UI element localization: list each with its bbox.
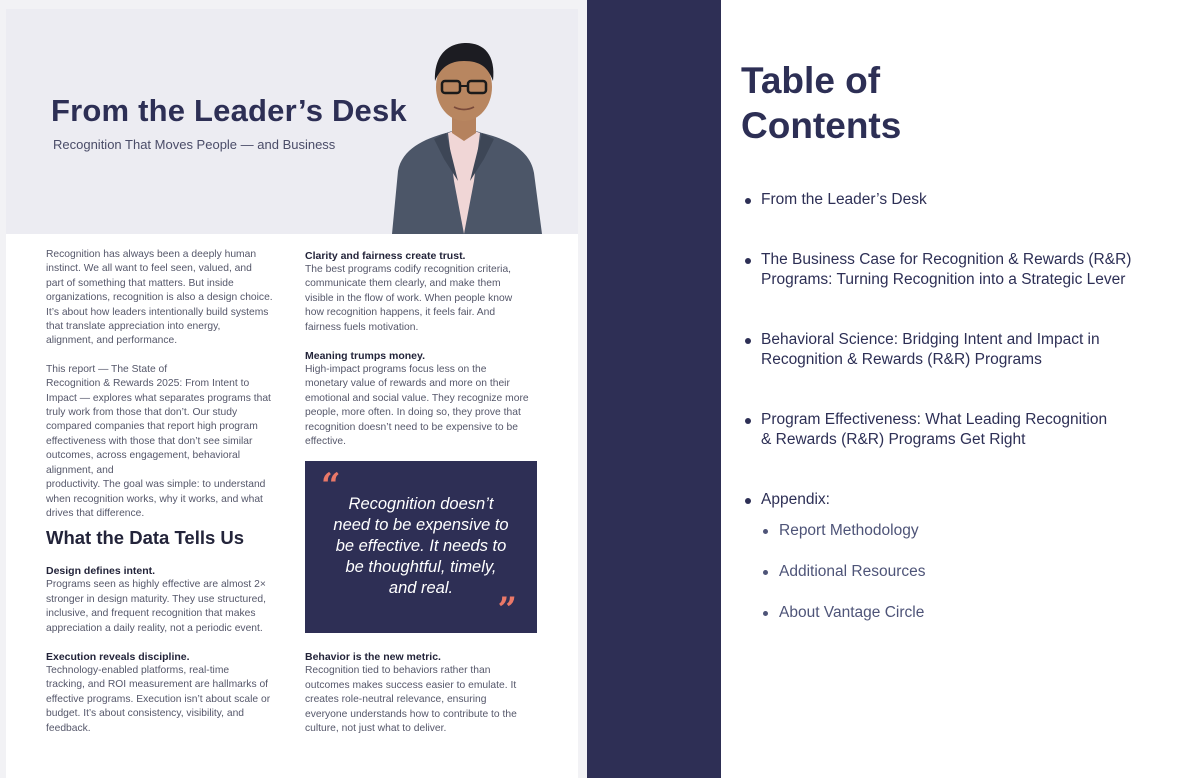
intro-line: truly work from those that don’t. Our study <box>46 407 238 419</box>
toc-item-label: The Business Case for Recognition & Rewards (R&R) <box>761 251 1132 268</box>
divider-band <box>587 0 721 778</box>
finding-behavior <box>305 650 537 736</box>
intro-line: drives that difference. <box>46 507 145 519</box>
bullet-icon <box>763 611 768 616</box>
finding-line: Recognition tied to behaviors rather than <box>305 665 491 677</box>
toc-item-behavioral-science[interactable] <box>743 330 1131 370</box>
toc-title-line-bold: Contents <box>741 105 902 146</box>
intro-line: This report — The State of <box>46 363 168 375</box>
finding-line: tracking, and ROI measurement are hallmarks of <box>46 679 269 691</box>
bullet-icon <box>745 418 751 424</box>
toc-item-label: Appendix: <box>761 491 830 508</box>
intro-line: that translate appreciation into energy, <box>46 321 221 333</box>
intro-paragraph-2 <box>46 363 282 521</box>
finding-line: effective programs. Execution isn’t about scale or <box>46 693 271 705</box>
finding-execution <box>46 650 282 736</box>
intro-line: part of something that matters. But inside <box>46 277 234 289</box>
toc-item-label: Recognition & Rewards (R&R) Programs <box>761 351 1042 368</box>
toc-item-program-effectiveness[interactable] <box>743 410 1131 450</box>
finding-line: Technology-enabled platforms, real-time <box>46 664 230 676</box>
leader-column-left <box>46 248 282 748</box>
toc-subitem-resources[interactable] <box>761 562 1131 582</box>
toc-item-label: Programs: Turning Recognition into a Strategic Lever <box>761 271 1126 288</box>
intro-line: Recognition has always been a deeply human <box>46 249 257 260</box>
toc-page <box>721 0 1200 778</box>
finding-heading: Execution reveals discipline. <box>46 650 190 663</box>
toc-item-label: & Rewards (R&R) Programs Get Right <box>761 431 1026 448</box>
toc-item-leaders-desk[interactable] <box>743 190 1131 210</box>
pull-quote-box <box>305 461 537 633</box>
intro-line: instinct. We all want to feel seen, valued, and <box>46 263 252 275</box>
finding-line: emotional and social value. They recognize more <box>305 392 529 404</box>
quote-line: and real. <box>388 579 454 598</box>
toc-item-label: From the Leader’s Desk <box>761 191 927 208</box>
finding-line: creates role-neutral relevance, ensuring <box>305 694 487 706</box>
leader-hero <box>6 9 578 234</box>
toc-sublist <box>761 521 1131 623</box>
toc-subitem-label: About Vantage Circle <box>779 604 925 621</box>
leader-page <box>6 9 578 778</box>
finding-heading: Clarity and fairness create trust. <box>305 250 466 262</box>
page-subtitle: Recognition That Moves People — and Business <box>53 137 336 152</box>
finding-line: The best programs codify recognition criteria, <box>305 264 512 275</box>
finding-line: appreciation a daily reality, not a periodic event. <box>46 622 263 634</box>
toc-subitem-label: Additional Resources <box>779 563 926 580</box>
finding-heading: Design defines intent. <box>46 565 156 578</box>
bullet-icon <box>745 258 751 264</box>
finding-line: everyone understands how to contribute to the <box>305 708 517 720</box>
finding-line: High-impact programs focus less on the <box>305 364 487 376</box>
finding-line: recognition doesn’t need to be expensive to be <box>305 421 518 433</box>
finding-line: Programs seen as highly effective are almost 2× <box>46 579 266 591</box>
finding-line: how recognition happens, it feels fair. And <box>305 307 496 319</box>
leader-portrait-photo <box>384 31 544 234</box>
finding-meaning <box>305 349 537 449</box>
quote-line: be effective. It needs to <box>335 537 507 556</box>
bullet-icon <box>763 570 768 575</box>
toc-item-business-case[interactable] <box>743 250 1131 290</box>
finding-line: feedback. <box>46 722 91 734</box>
finding-line: communicate them clearly, and make them <box>305 278 501 290</box>
finding-line: stronger in design maturity. They use structured, <box>46 593 266 605</box>
intro-line: effectiveness with those that don’t see similar <box>46 435 253 447</box>
toc-list <box>743 190 1131 663</box>
finding-clarity <box>305 249 537 335</box>
intro-line: Impact — explores what separates programs that <box>46 392 271 404</box>
toc-item-appendix[interactable] <box>743 490 1131 623</box>
toc-subitem-label: Report Methodology <box>779 522 919 539</box>
toc-title <box>741 58 901 148</box>
bullet-icon <box>745 198 751 204</box>
toc-title-line: Table of <box>741 60 881 101</box>
finding-design <box>46 564 282 636</box>
intro-line: alignment, and performance. <box>46 335 178 347</box>
finding-line: effective. <box>305 436 347 448</box>
open-quote-icon: “ <box>321 466 341 507</box>
quote-line: Recognition doesn’t <box>348 495 494 514</box>
finding-heading: Behavior is the new metric. <box>305 651 441 664</box>
toc-subitem-methodology[interactable] <box>761 521 1131 541</box>
finding-line: outcomes makes success easier to emulate. It <box>305 679 517 691</box>
intro-line: Recognition & Rewards 2025: From Intent to <box>46 378 250 390</box>
finding-line: inclusive, and frequent recognition that makes <box>46 608 256 620</box>
leader-column-right <box>305 249 537 749</box>
toc-item-label: Behavioral Science: Bridging Intent and Impact in <box>761 331 1100 348</box>
finding-line: people, more often. In doing so, they prove that <box>305 407 521 419</box>
bullet-icon <box>745 498 751 504</box>
intro-paragraph-1 <box>46 248 282 349</box>
bullet-icon <box>745 338 751 344</box>
finding-line: fairness fuels motivation. <box>305 321 419 333</box>
finding-line: visible in the flow of work. When people know <box>305 292 513 304</box>
bullet-icon <box>763 529 768 534</box>
page-title: From the Leader’s Desk <box>51 93 407 128</box>
finding-line: monetary value of rewards and more on their <box>305 378 510 390</box>
finding-heading: Meaning trumps money. <box>305 350 425 363</box>
pull-quote-text <box>305 494 537 599</box>
intro-line: organizations, recognition is also a design choice. <box>46 292 273 304</box>
intro-line: alignment, and <box>46 464 114 476</box>
close-quote-icon: ” <box>497 590 517 631</box>
quote-line: need to be expensive to <box>333 516 509 535</box>
intro-line: It’s about how leaders intentionally build systems <box>46 306 269 318</box>
finding-line: budget. It’s about consistency, visibility, and <box>46 708 245 720</box>
quote-line: be thoughtful, timely, <box>345 558 497 577</box>
toc-item-label: Program Effectiveness: What Leading Recognition <box>761 411 1108 428</box>
intro-line: outcomes, across engagement, behavioral <box>46 450 241 462</box>
intro-line: compared companies that report high program <box>46 421 258 433</box>
intro-line: productivity. The goal was simple: to understand <box>46 479 266 491</box>
data-section-heading: What the Data Tells Us <box>46 527 245 549</box>
finding-line: culture, not just what to deliver. <box>305 723 447 735</box>
intro-line: when recognition works, why it works, and what <box>46 493 263 505</box>
toc-subitem-about[interactable] <box>761 603 1131 623</box>
